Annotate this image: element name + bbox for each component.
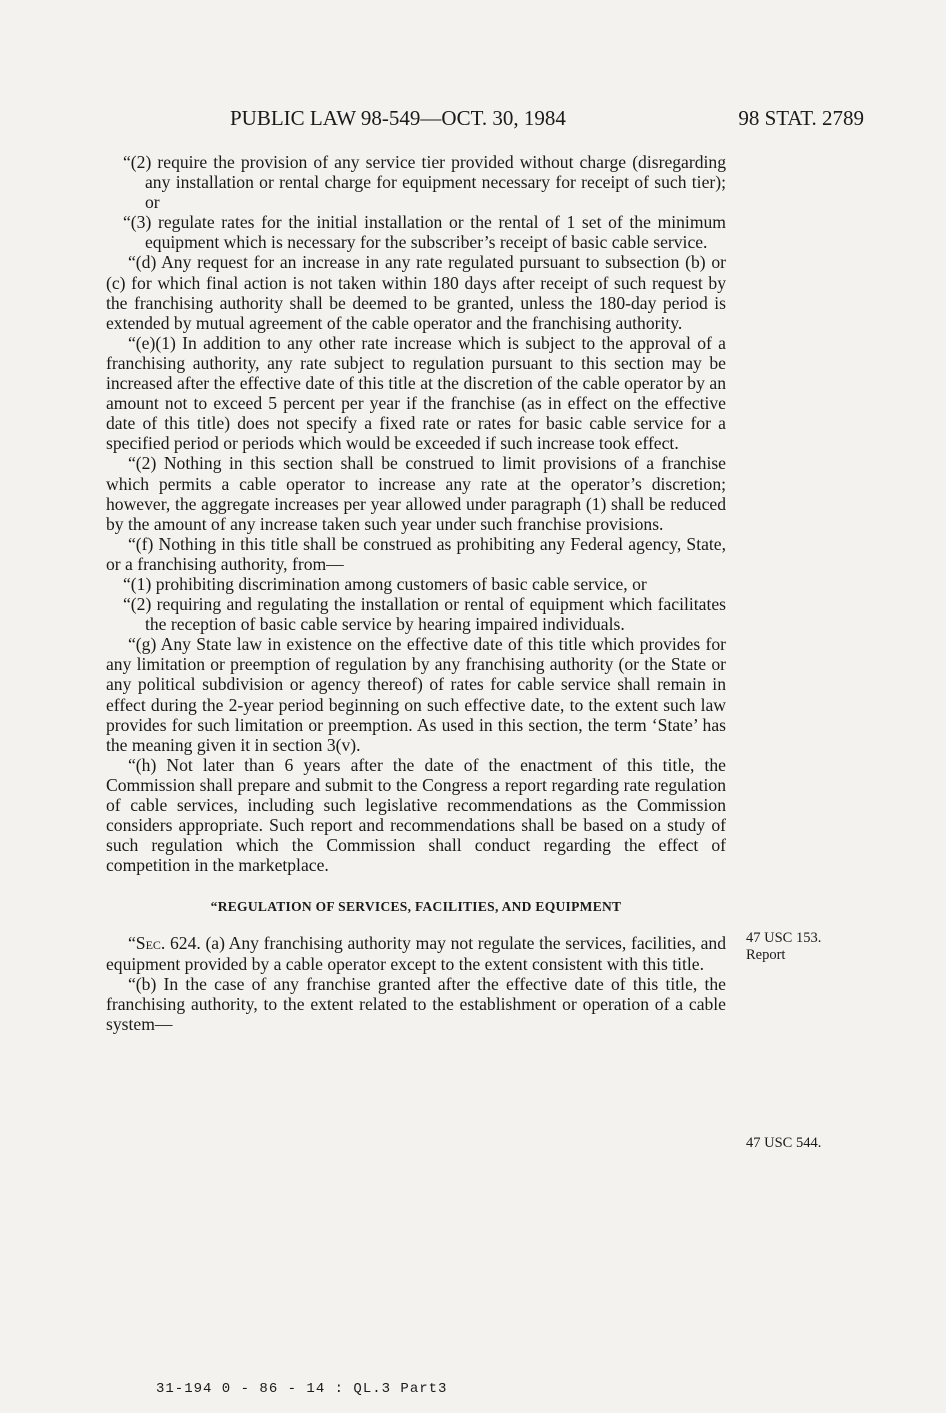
paragraph-sec624a [106, 933, 726, 973]
paragraph-sec624b [106, 974, 726, 1034]
paragraph-sec624a-text: 624. (a) Any franchising authority may not regulate the services, facilities, and equipment provided by a cable operator except to the extent consistent with this title. [106, 933, 726, 974]
paragraph-c3 [123, 212, 726, 253]
paragraph-e1 [106, 333, 726, 454]
paragraph-d [106, 252, 726, 332]
margin-note-citation: 47 USC 153. [746, 930, 822, 946]
paragraph-f1 [123, 573, 726, 594]
paragraph-c2 [123, 152, 726, 213]
paragraph-c2-text: “(2) require the provision of any service tier provided without charge (disregarding any installation or rental charge for equipment necessary for receipt of such tier); or [123, 152, 726, 213]
margin-note-citation-2: 47 USC 544. [746, 1135, 822, 1151]
paragraph-e2 [106, 453, 726, 533]
page-title: PUBLIC LAW 98-549—OCT. 30, 1984 [230, 106, 566, 130]
document-body [106, 152, 726, 1034]
paragraph-f2-text: “(2) requiring and regulating the installation or rental of equipment which facilitates the reception of basic cable service by hearing impaired individuals. [123, 594, 726, 635]
paragraph-h [106, 755, 726, 876]
paragraph-c3-text: “(3) regulate rates for the initial installation or the rental of 1 set of the minimum equipment which is necessary for the subscriber’s receipt of basic cable service. [123, 212, 726, 253]
paragraph-e1-text: “(e)(1) In addition to any other rate increase which is subject to the approval of a franchising authority, any rate subject to regulation pursuant to this section may be increased after the effective date of this title at the discretion of the cable operator by an amount not to exceed 5 percent per year if the franchise (as in effect on the effective date of this title) does not specify a fixed rate or rates for basic cable service for a specified period or periods which would be exceeded if such increase took effect. [106, 332, 726, 454]
paragraph-f2 [123, 594, 726, 635]
paragraph-f-text: “(f) Nothing in this title shall be construed as prohibiting any Federal agency, State, or a franchising authority, from— [106, 533, 726, 574]
paragraph-h-text: “(h) Not later than 6 years after the date of the enactment of this title, the Commission shall prepare and submit to the Congress a report regarding rate regulation of cable services, including such legislative recommendations as the Commission considers appropriate. Such report and recommendations shall be based on a study of such regulation which the Commission shall conduct regarding the effect of competition in the marketplace. [106, 754, 726, 876]
paragraph-sec624b-text: “(b) In the case of any franchise granted after the effective date of this title, the franchising authority, to the extent related to the establishment or operation of a cable system— [106, 973, 726, 1034]
margin-note-report: Report [746, 947, 786, 963]
paragraph-g [106, 634, 726, 755]
paragraph-f1-text: “(1) prohibiting discrimination among customers of basic cable service, or [123, 573, 647, 594]
margin-note-47usc153 [746, 930, 821, 964]
section-label: “Sec. [128, 933, 166, 954]
statute-page-number: 98 STAT. 2789 [738, 106, 864, 130]
paragraph-g-text: “(g) Any State law in existence on the effective date of this title which provides for any limitation or preemption of regulation by any franchising authority (or the State or any political subdivision or agency thereof) of rates for cable service shall remain in effect during the 2-year period beginning on such effective date, to the extent such law provides for such limitation or preemption. As used in this section, the term ‘State’ has the meaning given it in section 3(v). [106, 634, 726, 755]
paragraph-f [106, 534, 726, 574]
page-footer: 31-194 0 - 86 - 14 : QL.3 Part3 [156, 1381, 448, 1397]
margin-note-47usc544 [746, 1135, 821, 1152]
paragraph-e2-text: “(2) Nothing in this section shall be construed to limit provisions of a franchise which permits a cable operator to increase any rate at the operator’s discretion; however, the aggregate increases per year allowed under paragraph (1) shall be reduced by the amount of any increase taken such year under such franchise provisions. [106, 453, 726, 534]
page-header [0, 106, 946, 136]
paragraph-d-text: “(d) Any request for an increase in any rate regulated pursuant to subsection (b) or (c) for which final action is not taken within 180 days after receipt of such request by the franchising authority shall be deemed to be granted, unless the 180-day period is extended by mutual agreement of the cable operator and the franchising authority. [106, 252, 726, 333]
section-heading: “REGULATION OF SERVICES, FACILITIES, AND EQUIPMENT [210, 899, 622, 915]
